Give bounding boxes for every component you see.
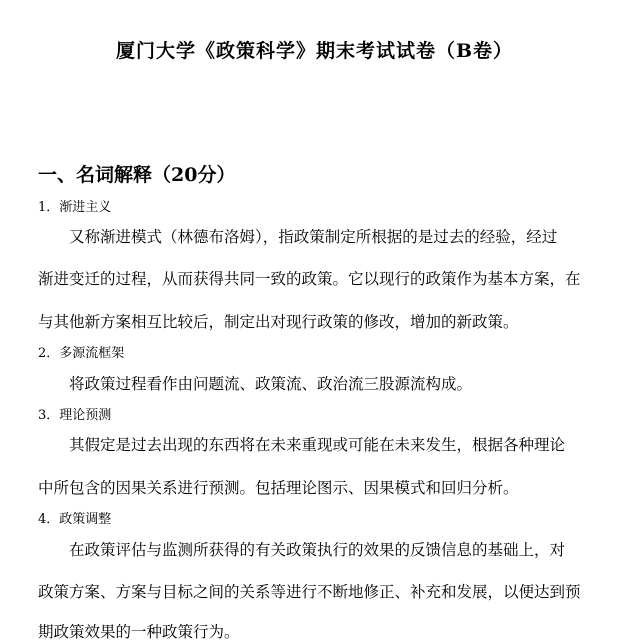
term-3-title: 3．理论预测: [38, 408, 112, 423]
term-1-line-3: 与其他新方案相互比较后，制定出对现行政策的修改，增加的新政策。: [38, 313, 519, 331]
term-1-line-2: 渐进变迁的过程，从而获得共同一致的政策。它以现行的政策作为基本方案，在: [38, 270, 581, 288]
document-title: 厦门大学《政策科学》期末考试试卷（B卷）: [115, 40, 514, 62]
section-heading: 一、名词解释（20分）: [38, 164, 236, 186]
term-4-title: 4．政策调整: [38, 512, 112, 527]
term-1-title: 1．渐进主义: [38, 200, 112, 215]
term-3-line-2: 中所包含的因果关系进行预测。包括理论图示、因果模式和回归分析。: [38, 479, 519, 497]
term-2-line-1: 将政策过程看作由问题流、政策流、政治流三股源流构成。: [69, 375, 473, 393]
term-4-line-1: 在政策评估与监测所获得的有关政策执行的效果的反馈信息的基础上，对: [69, 541, 566, 559]
term-4-line-2: 政策方案、方案与目标之间的关系等进行不断地修正、补充和发展，以便达到预: [38, 583, 581, 601]
term-2-title: 2．多源流框架: [38, 346, 125, 361]
term-4-line-3: 期政策效果的一种政策行为。: [38, 623, 240, 641]
term-3-line-1: 其假定是过去出现的东西将在未来重现或可能在未来发生，根据各种理论: [69, 436, 566, 454]
term-1-line-1: 又称渐进模式（林德布洛姆），指政策制定所根据的是过去的经验，经过: [69, 228, 558, 246]
